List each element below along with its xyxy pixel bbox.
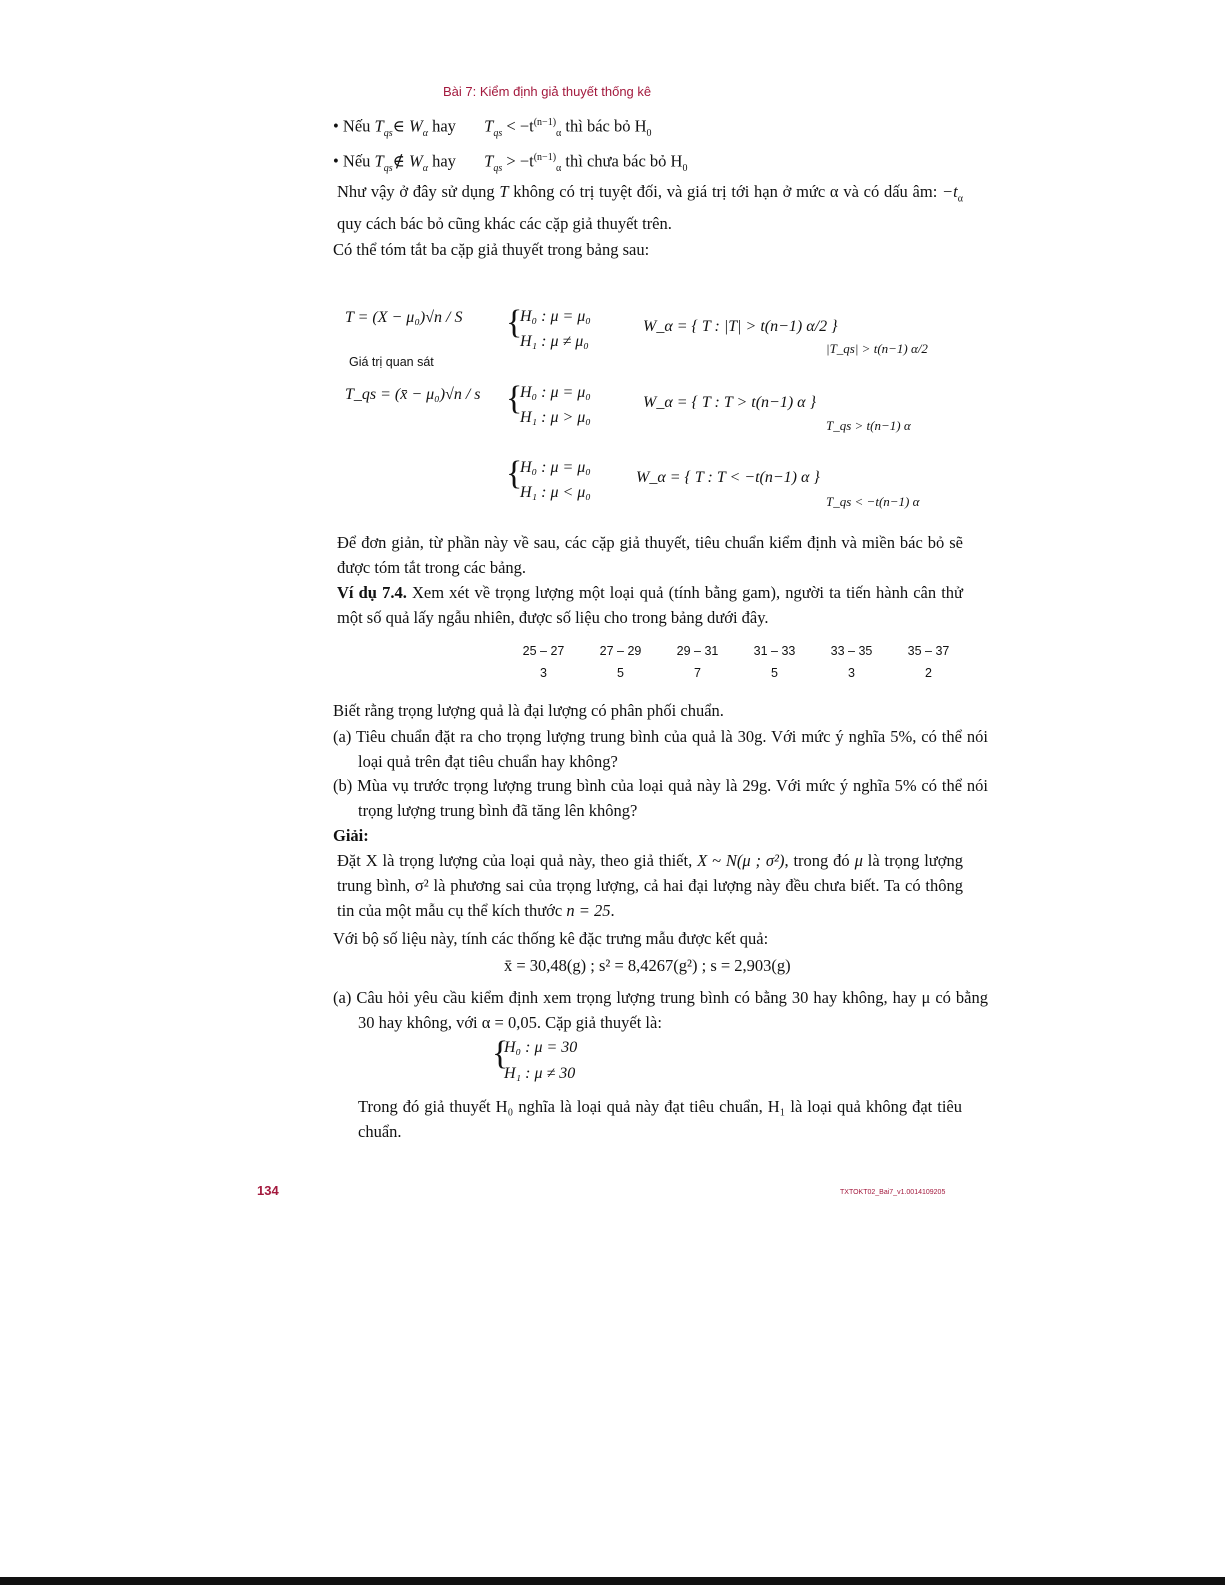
bullet-dot: • [333,151,343,171]
brace: { [492,1035,509,1072]
table-row-counts [505,662,967,684]
table-cell: 27 – 29 [599,644,642,658]
page-number: 134 [257,1183,279,1198]
table-cell: 3 [848,666,855,680]
question-a: (a) Tiêu chuẩn đặt ra cho trọng lượng trung bình của quả là 30g. Với mức ý nghĩa 5%, có thể nói loại quả trên đạt tiêu chuẩn hay không? [333,727,988,771]
reject-rule-two-sided: |T_qs| > t(n−1) α/2 [826,341,928,356]
paragraph-simplification: Để đơn giản, từ phần này về sau, các cặp giả thuyết, tiêu chuẩn kiểm định và miền bác bỏ sẽ được tóm tắt trong các bảng. [337,533,963,577]
bottom-bar [0,1577,1225,1585]
solution-setup: Đặt X là trọng lượng của loại quả này, theo giả thiết, X ~ N(μ ; σ²), trong đó μ là trọng lượng trung bình, σ² là phương sai của trọng lượng, cả hai đại lượng này đều chưa biết. Ta có thông tin của một mẫu cụ thể kích thước n = 25. [337,851,963,920]
rejection-region-right-sided: W_α = { T : T > t(n−1) α } [643,394,816,411]
rejection-region-left-sided: W_α = { T : T < −t(n−1) α } [636,469,820,486]
observed-value-caption: Giá trị quan sát [349,355,434,369]
table-cell: 7 [694,666,701,680]
paragraph-summary-intro: Có thể tóm tắt ba cặp giả thuyết trong bảng sau: [333,240,650,259]
table-cell: 3 [540,666,547,680]
table-cell: 2 [925,666,932,680]
example-7-4: Ví dụ 7.4. Xem xét về trọng lượng một loại quả (tính bằng gam), người ta tiến hành cân thử một số quả lấy ngẫu nhiên, được số liệu cho trong bảng dưới đây. [337,583,963,627]
rejection-region-two-sided: W_α = { T : |T| > t(n−1) α/2 } [643,318,838,335]
reject-rule-right-sided: T_qs > t(n−1) α [826,418,911,433]
paragraph-critical-value: Như vậy ở đây sử dụng T không có trị tuyệt đối, và giá trị tới hạn ở mức α và có dấu âm: $-t_\alpha$ quy cách bác bỏ cũng khác các cặp giả thuyết trên. [337,182,963,234]
hypothesis-meaning: Trong đó giả thuyết H₀ nghĩa là loại quả này đạt tiêu chuẩn, H₁ là loại quả không đạt tiêu chuẩn. [358,1097,962,1141]
hypothesis-pair-right-sided: { H₀ : μ = μ₀ H₁ : μ > μ₀ [506,380,591,426]
sample-statistics: x̄ = 30,48(g) ; s² = 8,4267(g²) ; s = 2,903(g) [504,956,791,975]
brace: { [506,304,523,341]
document-code: TXTOKT02_Bai7_v1.0014109205 [840,1189,946,1196]
weight-frequency-table [505,640,967,684]
hypothesis-pair-left-sided: { H₀ : μ = μ₀ H₁ : μ < μ₀ [506,455,591,501]
table-cell: 31 – 33 [753,644,796,658]
part-a-hypotheses-intro: (a) Câu hỏi yêu cầu kiểm định xem trọng lượng trung bình có bằng 30 hay không, hay μ có bằng 30 hay không, với α = 0,05. Cặp giả thuyết là: [333,988,988,1032]
brace: { [506,455,523,492]
table-cell: 33 – 35 [830,644,873,658]
hypothesis-pair-part-a: { H₀ : μ = 30 H₁ : μ ≠ 30 [492,1035,578,1082]
sample-statistics-intro: Với bộ số liệu này, tính các thống kê đặc trưng mẫu được kết quả: [333,929,769,948]
table-cell: 5 [617,666,624,680]
bullet-dot: • [333,116,343,136]
solution-title: Giải: [333,826,369,845]
table-cell: 5 [771,666,778,680]
bullet-accept: • Nếu $T_{qs}\notin$ $W_\alpha$ hay $T_{qs} > -t^{(n-1)}_\alpha$ thì chưa bác bỏ $H_0$ [333,151,688,174]
brace: { [506,380,523,417]
test-statistic-formula: T = (X − μ₀)√n / S [345,309,463,326]
table-cell: 29 – 31 [676,644,719,658]
normality-assumption: Biết rằng trọng lượng quả là đại lượng có phân phối chuẩn. [333,701,724,720]
hypothesis-pair-two-sided: { H₀ : μ = μ₀ H₁ : μ ≠ μ₀ [506,304,591,350]
page-header-title: Bài 7: Kiểm định giả thuyết thống kê [443,84,652,99]
table-row-intervals [505,640,967,662]
observed-statistic-formula: T_qs = (x̄ − μ₀)√n / s [345,386,481,403]
table-cell: 35 – 37 [907,644,950,658]
table-cell: 25 – 27 [522,644,565,658]
question-b: (b) Mùa vụ trước trọng lượng trung bình của loại quả này là 29g. Với mức ý nghĩa 5% có thể nói trọng lượng trung bình đã tăng lên không? [333,776,988,820]
bullet-reject: • Nếu $T_{qs}\in$ $W_\alpha$ hay $T_{qs} < -t^{(n-1)}_\alpha$ thì bác bỏ $H_0$ [333,116,652,139]
reject-rule-left-sided: T_qs < −t(n−1) α [826,494,920,509]
